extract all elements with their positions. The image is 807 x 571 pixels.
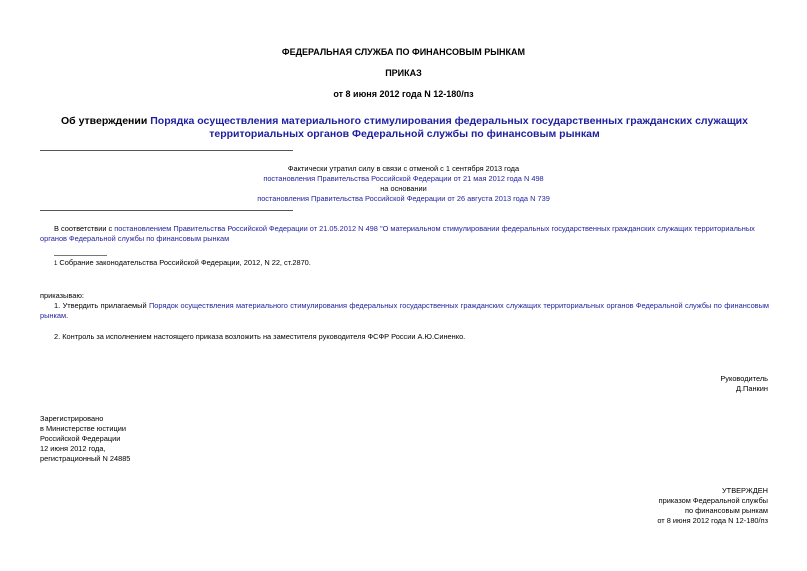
status-link-1[interactable]: постановления Правительства Российской Федерации от 21 мая 2012 года N 498 <box>263 174 544 183</box>
registration-line-4: 12 июня 2012 года, <box>40 444 106 453</box>
approved-block <box>468 486 768 526</box>
document-date-number: от 8 июня 2012 года N 12-180/пз <box>333 89 474 99</box>
approved-line-4: от 8 июня 2012 года N 12-180/пз <box>657 516 768 525</box>
signature-position: Руководитель <box>720 374 768 383</box>
registration-line-3: Российской Федерации <box>40 434 121 443</box>
preamble-link[interactable]: постановлением Правительства Российской Федерации от 21.05.2012 N 498 "О материальном стимулировании федеральных государственных гражданских служащих территориальных органов Федеральной службы по финансовым рынкам <box>40 224 755 243</box>
signature <box>468 374 768 394</box>
registration-line-5: регистрационный N 24885 <box>40 454 131 463</box>
order-item-1-link[interactable]: Порядок осуществления материального стимулирования федеральных государственных гражданских служащих территориальных органов Федеральной службы по финансовым рынкам <box>40 301 769 320</box>
preamble-prefix: В соответствии с <box>54 224 115 233</box>
preamble <box>40 224 769 244</box>
order-item-1-prefix: 1. Утвердить прилагаемый <box>54 301 149 310</box>
registration-block <box>40 414 290 464</box>
order-keyword: приказываю: <box>40 291 84 300</box>
footnote <box>54 258 754 269</box>
status-link-2[interactable]: постановления Правительства Российской Федерации от 26 августа 2013 года N 739 <box>257 194 550 203</box>
agency-name: ФЕДЕРАЛЬНАЯ СЛУЖБА ПО ФИНАНСОВЫМ РЫНКАМ <box>281 47 526 57</box>
approved-line-1: УТВЕРЖДЕН <box>721 486 768 495</box>
document-title <box>40 115 769 141</box>
registration-line-2: в Министерстве юстиции <box>40 424 127 433</box>
order-item-2: 2. Контроль за исполнением настоящего приказа возложить на заместителя руководителя ФСФР России А.Ю.Синенко. <box>54 332 466 341</box>
signature-name: Д.Панкин <box>735 384 768 393</box>
footnote-mark: 1 <box>54 261 58 267</box>
order-item-1-suffix: . <box>66 311 69 320</box>
approved-line-2: приказом Федеральной службы <box>658 496 768 505</box>
status-line-2: на основании <box>380 184 427 193</box>
footnote-text: Собрание законодательства Российской Федерации, 2012, N 22, ст.2870. <box>57 258 311 267</box>
order-item-1 <box>40 301 769 321</box>
status-note <box>180 164 627 204</box>
footnote-divider <box>54 255 107 256</box>
divider-bottom <box>40 210 293 211</box>
title-prefix: Об утверждении <box>61 115 151 127</box>
document-type: ПРИКАЗ <box>385 68 422 78</box>
divider-top <box>40 150 293 151</box>
status-line-1: Фактически утратил силу в связи с отменой с 1 сентября 2013 года <box>287 164 520 173</box>
approved-line-3: по финансовым рынкам <box>684 506 768 515</box>
title-link[interactable]: Порядка осуществления материального стимулирования федеральных государственных гражданских служащих территориальных органов Федеральной службы по финансовым рынкам <box>150 115 748 140</box>
registration-line-1: Зарегистрировано <box>40 414 104 423</box>
